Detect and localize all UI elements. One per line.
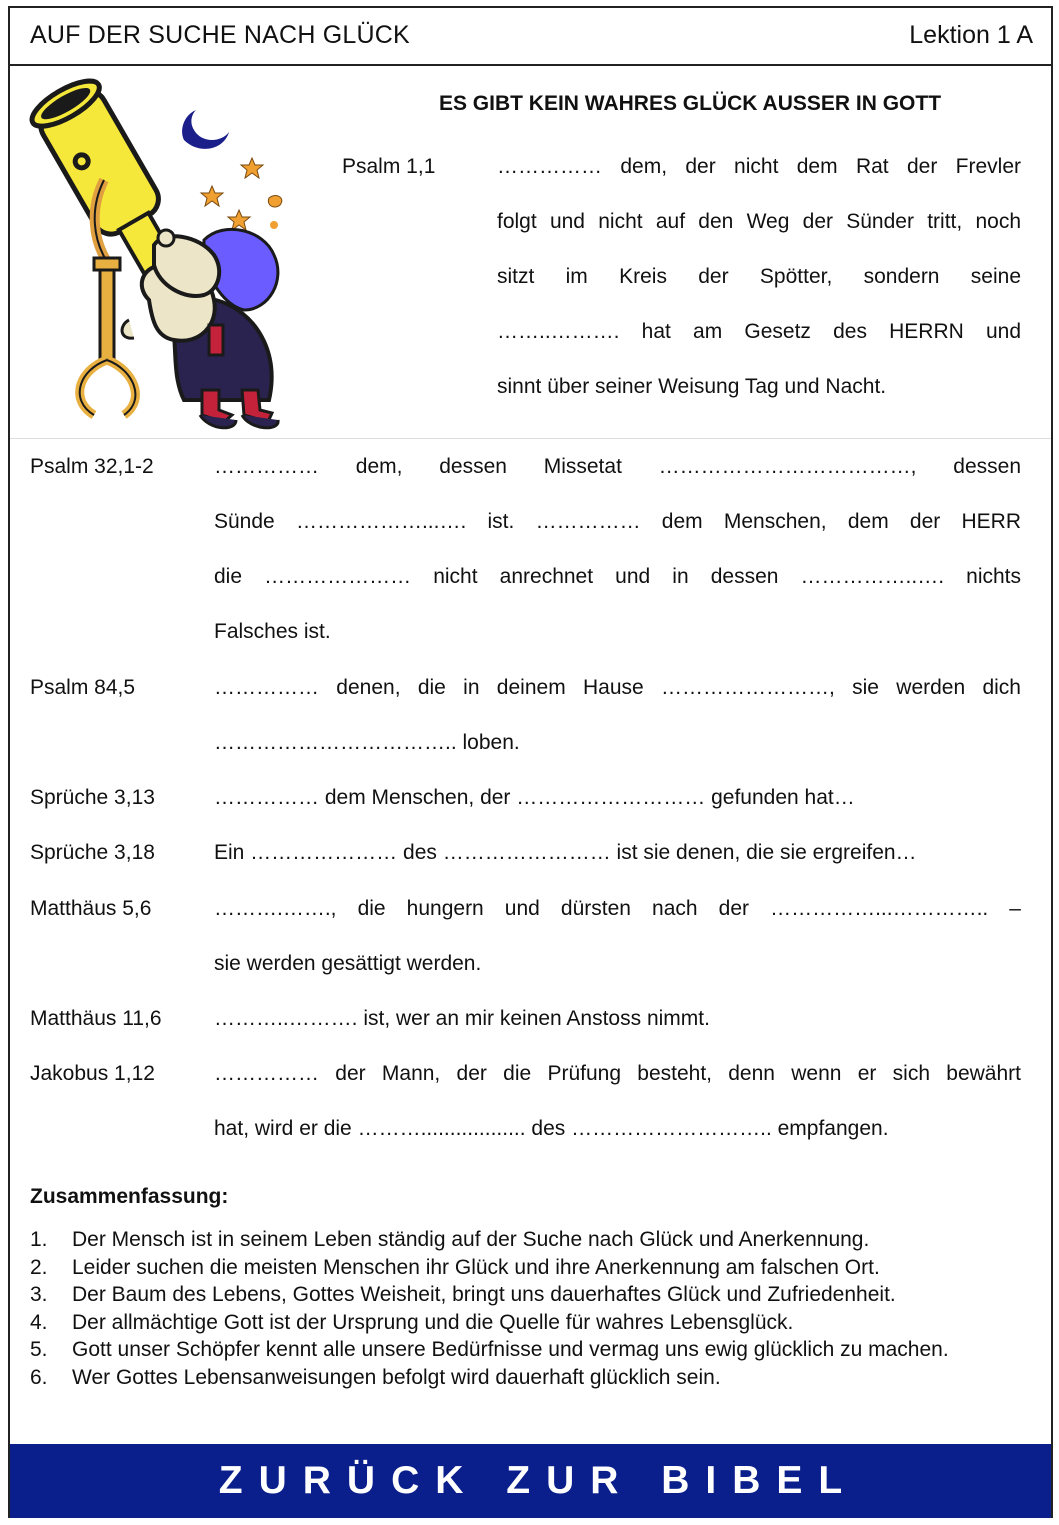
summary-item xyxy=(30,1226,1030,1254)
verse-text-line: ………..………. ist, wer an mir keinen Anstoss nimmt. xyxy=(214,1007,710,1030)
section-divider xyxy=(10,438,1051,439)
summary-item-number: 3. xyxy=(30,1283,48,1306)
summary-list xyxy=(30,1226,1030,1391)
summary-title: Zusammenfassung: xyxy=(30,1185,229,1208)
verse-text-line: ……….……., die hungern und dürsten nach der ……………...………….. – xyxy=(214,897,1021,920)
verse-reference: Sprüche 3,13 xyxy=(30,786,155,809)
verse-reference: Psalm 84,5 xyxy=(30,676,136,699)
summary-item-text: Der Baum des Lebens, Gottes Weisheit, bringt uns dauerhaftes Glück und Zufriedenheit. xyxy=(72,1283,896,1306)
verse-text-line: Sünde ………………...…. ist. …………… dem Menschen, dem der HERR xyxy=(214,510,1021,533)
summary-item-text: Leider suchen die meisten Menschen ihr Glück und ihre Anerkennung am falschen Ort. xyxy=(72,1255,880,1279)
verse-reference: Sprüche 3,18 xyxy=(30,841,155,864)
astronomer-telescope-icon xyxy=(24,70,294,435)
verse-text-line: ……..………. hat am Gesetz des HERRN und xyxy=(497,320,1021,343)
summary-item-number: 1. xyxy=(30,1228,48,1251)
summary-item-number: 2. xyxy=(30,1255,48,1279)
summary-item-text: Der allmächtige Gott ist der Ursprung und die Quelle für wahres Lebensglück. xyxy=(72,1310,794,1334)
verse-reference: Jakobus 1,12 xyxy=(30,1062,155,1085)
verse-text-line: …………………………….. loben. xyxy=(214,731,520,754)
summary-item xyxy=(30,1254,1030,1282)
verse-text-line: …………… dem, der nicht dem Rat der Frevler xyxy=(497,155,1021,178)
summary-item xyxy=(30,1281,1030,1309)
verse-text-line: …………… dem, dessen Missetat ………………………………, dessen xyxy=(214,455,1021,478)
verse-text-line: …………… denen, die in deinem Hause ……………………, sie werden dich xyxy=(214,676,1021,699)
verse-text-line: sinnt über seiner Weisung Tag und Nacht. xyxy=(497,375,887,398)
lesson-label: Lektion 1 A xyxy=(909,21,1033,49)
verse-text-line: folgt und nicht auf den Weg der Sünder tritt, noch xyxy=(497,210,1021,233)
verse-text-line: die ………………… nicht anrechnet und in dessen ……………..…. nichts xyxy=(214,565,1021,588)
summary-item xyxy=(30,1336,1030,1364)
page-title: AUF DER SUCHE NACH GLÜCK xyxy=(30,21,410,49)
summary-item-number: 4. xyxy=(30,1310,48,1334)
verse-reference: Matthäus 5,6 xyxy=(30,897,152,920)
verse-text-line: hat, wird er die ……….................. des ……………………….. empfangen. xyxy=(214,1117,889,1140)
page-header xyxy=(10,8,1051,66)
summary-item-text: Wer Gottes Lebensanweisungen befolgt wird dauerhaft glücklich sein. xyxy=(72,1365,721,1389)
summary-item xyxy=(30,1309,1030,1337)
verse-reference: Psalm 1,1 xyxy=(342,155,436,178)
verse-text-line: …………… dem Menschen, der ……………………… gefunden hat… xyxy=(214,786,855,809)
summary-item-text: Gott unser Schöpfer kennt alle unsere Bedürfnisse und vermag uns ewig glücklich zu machen. xyxy=(72,1338,949,1361)
footer-text: ZURÜCK ZUR BIBEL xyxy=(218,1459,859,1502)
summary-item-text: Der Mensch ist in seinem Leben ständig auf der Suche nach Glück und Anerkennung. xyxy=(72,1228,870,1251)
summary-item-number: 5. xyxy=(30,1338,48,1361)
section-headline: ES GIBT KEIN WAHRES GLÜCK AUSSER IN GOTT xyxy=(438,92,942,115)
footer-banner xyxy=(10,1444,1051,1518)
summary-item xyxy=(30,1364,1030,1392)
summary-item-number: 6. xyxy=(30,1365,48,1389)
verse-text-line: Ein ………………… des …………………… ist sie denen, die sie ergreifen… xyxy=(214,841,917,864)
verse-text-line: sie werden gesättigt werden. xyxy=(214,952,482,975)
verse-text-line: Falsches ist. xyxy=(214,620,331,643)
verse-text-line: sitzt im Kreis der Spötter, sondern seine xyxy=(497,265,1021,288)
verse-text-line: …………… der Mann, der die Prüfung besteht, denn wenn er sich bewährt xyxy=(214,1062,1021,1085)
verse-reference: Matthäus 11,6 xyxy=(30,1007,162,1030)
verse-reference: Psalm 32,1-2 xyxy=(30,455,154,478)
